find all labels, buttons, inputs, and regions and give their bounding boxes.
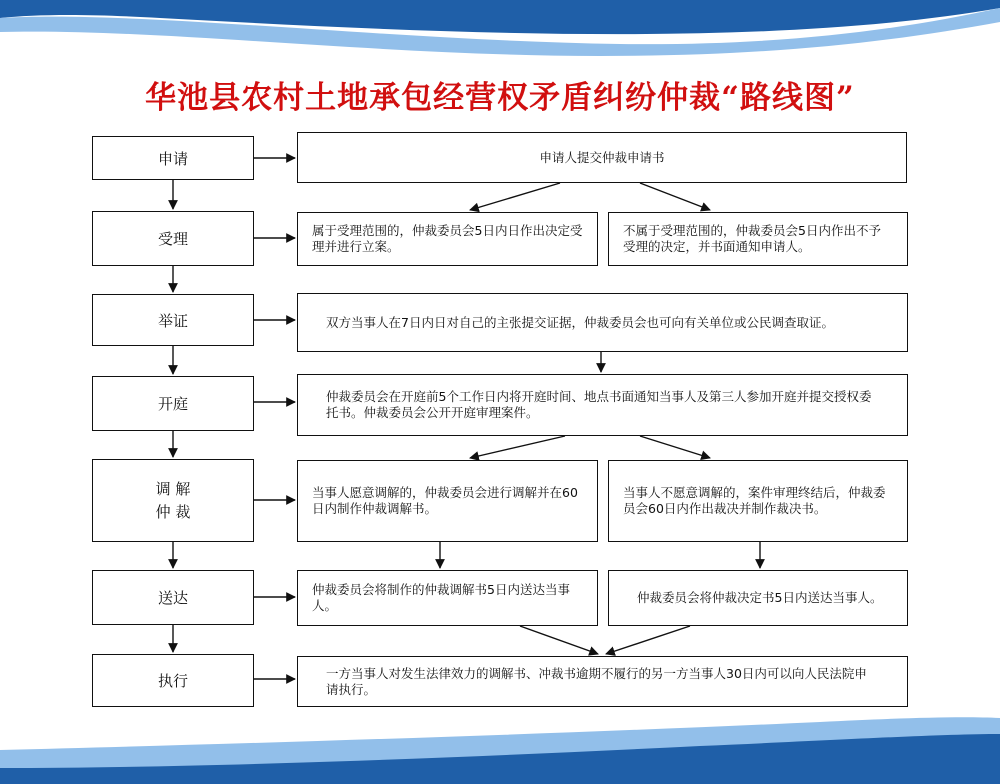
- arrow-deliver-award-to-execute: [606, 626, 690, 654]
- arrow-deliver-mediation-to-execute: [520, 626, 598, 654]
- stage-deliver: [92, 570, 254, 625]
- stage-hearing: [92, 376, 254, 431]
- step-hearing-text: 仲裁委员会在开庭前5个工作日内将开庭时间、地点书面通知当事人及第三人参加开庭并提交授权委托书。仲裁委员会公开开庭审理案件。: [326, 389, 872, 420]
- step-execute: [297, 656, 908, 707]
- step-deliver-mediation: [297, 570, 598, 626]
- step-accept-no: [608, 212, 908, 266]
- arrow-hearing-to-mediate-yes: [470, 436, 565, 458]
- step-accept-no-text: 不属于受理范围的，仲裁委员会5日内作出不予受理的决定，并书面通知申请人。: [623, 223, 881, 254]
- step-deliver-mediation-text: 仲裁委员会将制作的仲裁调解书5日内送达当事人。: [312, 582, 570, 613]
- stage-execute: [92, 654, 254, 707]
- step-mediate-yes: [297, 460, 598, 542]
- step-accept-yes-text: 属于受理范围的，仲裁委员会5日内日作出决定受理并进行立案。: [312, 223, 583, 254]
- stage-evidence: [92, 294, 254, 346]
- stage-accept: [92, 211, 254, 266]
- step-mediate-no: [608, 460, 908, 542]
- step-evidence: [297, 293, 908, 352]
- step-apply: [297, 132, 907, 183]
- stage-deliver-label: 送达: [157, 589, 188, 607]
- step-evidence-text: 双方当事人在7日内日对自己的主张提交证据，仲裁委员会也可向有关单位或公民调查取证。: [326, 314, 834, 330]
- step-deliver-award: [608, 570, 908, 626]
- step-deliver-award-text: 仲裁委员会将仲裁决定书5日内送达当事人。: [637, 590, 883, 606]
- stage-accept-label: 受理: [157, 230, 188, 248]
- stage-mediate-label-2: 仲 裁: [155, 502, 191, 521]
- stage-evidence-label: 举证: [157, 311, 188, 330]
- step-mediate-yes-text: 当事人愿意调解的，仲裁委员会进行调解并在60日内制作仲裁调解书。: [312, 485, 578, 516]
- page-title: 华池县农村土地承包经营权矛盾纠纷仲裁“路线图”: [145, 80, 855, 116]
- step-apply-text: 申请人提交仲裁申请书: [539, 149, 665, 165]
- arrow-apply-to-accept-yes: [470, 183, 560, 210]
- step-accept-yes: [297, 212, 598, 266]
- stage-execute-label: 执行: [157, 672, 188, 690]
- stage-hearing-label: 开庭: [157, 395, 188, 413]
- stage-mediate-label-1: 调 解: [155, 480, 191, 498]
- stage-apply-label: 申请: [157, 149, 188, 168]
- arrow-apply-to-accept-no: [640, 183, 710, 210]
- stage-mediate: [92, 459, 254, 542]
- stage-apply: [92, 136, 254, 180]
- step-mediate-no-text: 当事人不愿意调解的，案件审理终结后，仲裁委员会60日内作出裁决并制作裁决书。: [623, 485, 886, 516]
- step-execute-text: 一方当事人对发生法律效力的调解书、冲裁书逾期不履行的另一方当事人30日内可以向人民法院申请执行。: [326, 665, 867, 697]
- step-hearing: [297, 374, 908, 436]
- arrow-hearing-to-mediate-no: [640, 436, 710, 458]
